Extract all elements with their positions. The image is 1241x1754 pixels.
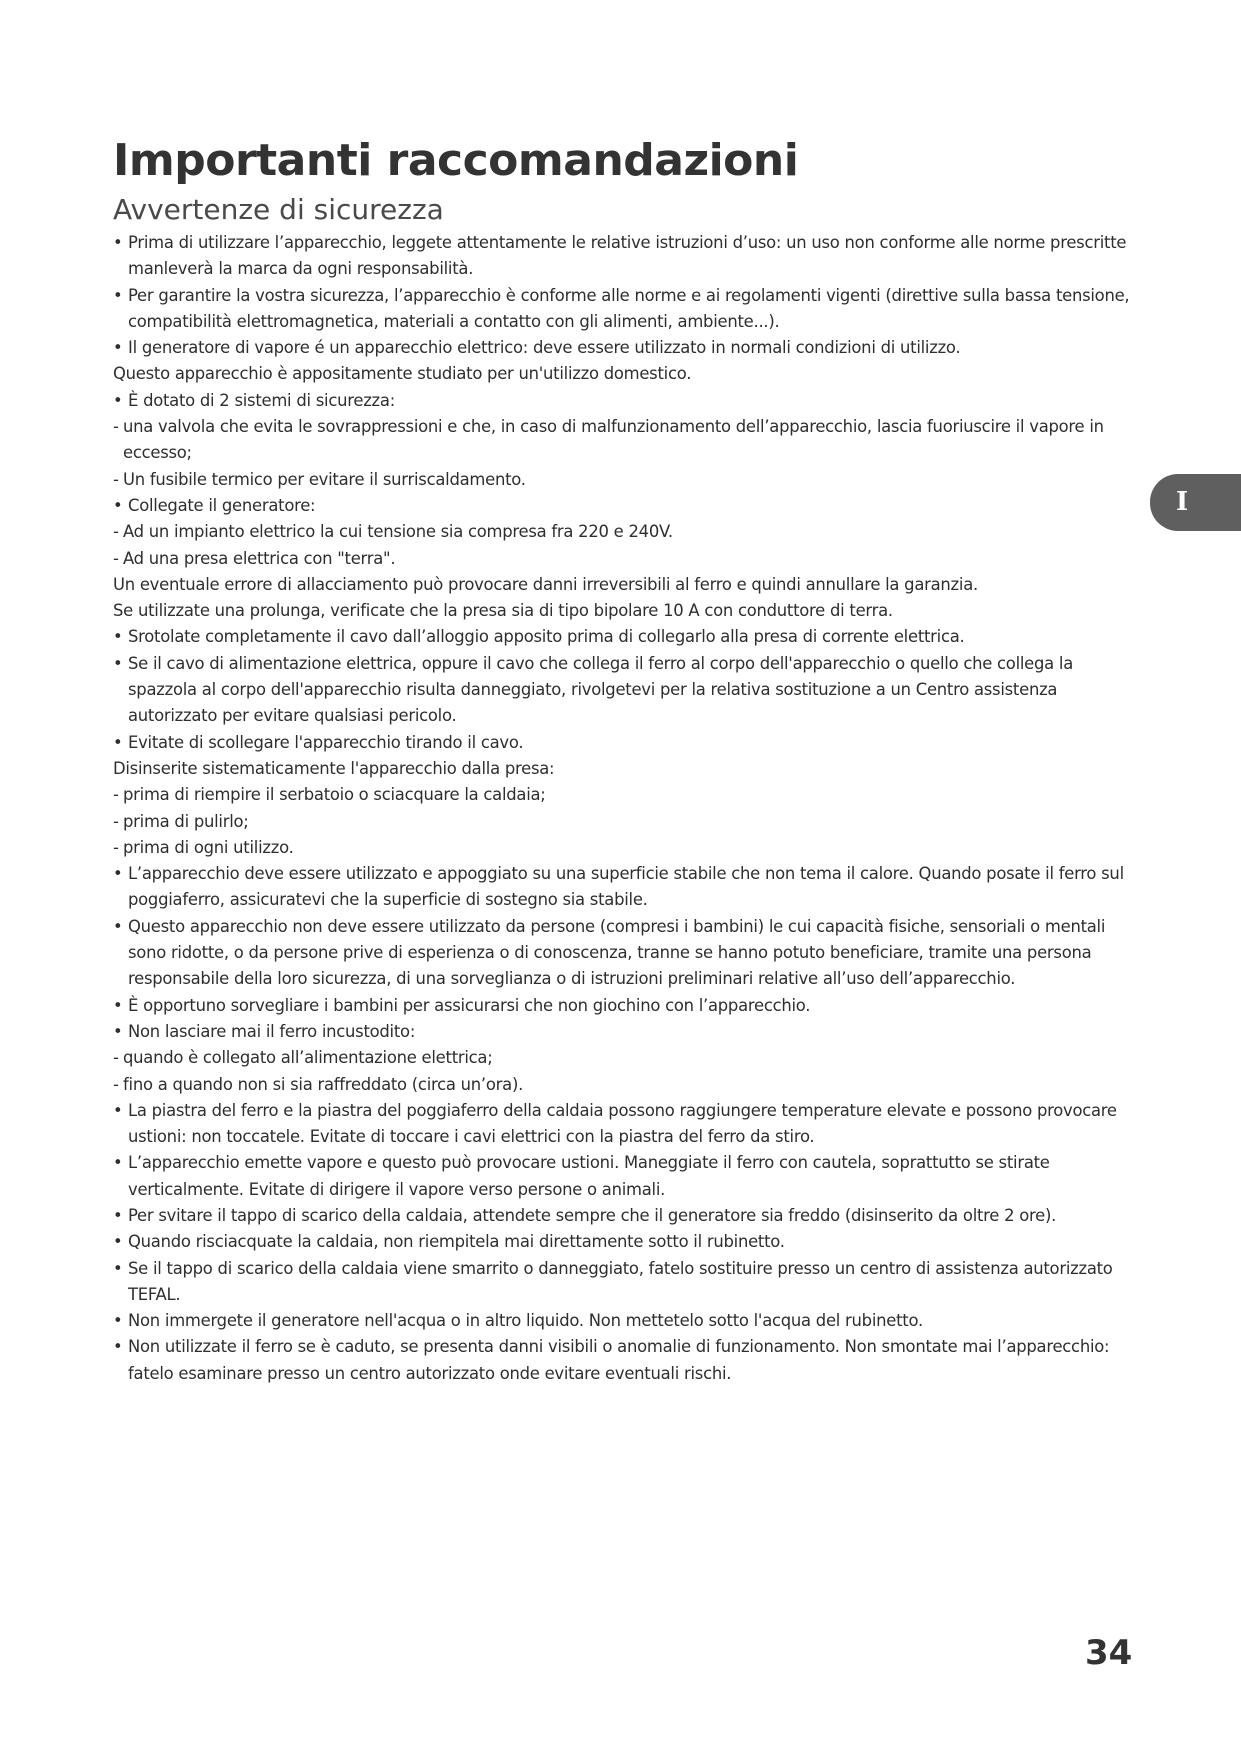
warning-line: - una valvola che evita le sovrappressioni e che, in caso di malfunzionamento dell’apparecchio, lascia fuoriuscire il vapore in eccesso; bbox=[113, 414, 1143, 467]
warning-line: • Prima di utilizzare l’apparecchio, leggete attentamente le relative istruzioni d’uso: un uso non conforme alle norme prescritte manleverà la marca da ogni responsabilità. bbox=[113, 230, 1143, 283]
warning-line: • È opportuno sorvegliare i bambini per assicurarsi che non giochino con l’apparecchio. bbox=[113, 993, 1143, 1019]
warning-line: - prima di ogni utilizzo. bbox=[113, 835, 1143, 861]
warning-line: • La piastra del ferro e la piastra del poggiaferro della caldaia possono raggiungere temperature elevate e possono provocare ustioni: non toccatele. Evitate di toccare i cavi elettrici con la piastra del ferro da stiro. bbox=[113, 1098, 1143, 1151]
warning-line: - Ad una presa elettrica con "terra". bbox=[113, 546, 1143, 572]
warning-line: • Non immergete il generatore nell'acqua o in altro liquido. Non mettetelo sotto l'acqua del rubinetto. bbox=[113, 1308, 1143, 1334]
warning-line: • Collegate il generatore: bbox=[113, 493, 1143, 519]
warning-line: - quando è collegato all’alimentazione elettrica; bbox=[113, 1045, 1143, 1071]
warning-line: • Quando risciacquate la caldaia, non riempitela mai direttamente sotto il rubinetto. bbox=[113, 1229, 1143, 1255]
page-title: Importanti raccomandazioni bbox=[113, 135, 799, 186]
safety-warnings-list bbox=[113, 230, 1143, 1387]
warning-line: Questo apparecchio è appositamente studiato per un'utilizzo domestico. bbox=[113, 364, 692, 384]
warning-line: • Se il tappo di scarico della caldaia viene smarrito o danneggiato, fatelo sostituire presso un centro di assistenza autorizzato TEFAL. bbox=[113, 1256, 1143, 1309]
warning-line: • Non utilizzate il ferro se è caduto, se presenta danni visibili o anomalie di funzionamento. Non smontate mai l’apparecchio: fatelo esaminare presso un centro autorizzato onde evitare eventuali rischi. bbox=[113, 1334, 1143, 1387]
warning-line: • Per garantire la vostra sicurezza, l’apparecchio è conforme alle norme e ai regolamenti vigenti (direttive sulla bassa tensione, compatibilità elettromagnetica, materiali a contatto con gli alimenti, ambiente...). bbox=[113, 283, 1143, 336]
warning-line: - prima di riempire il serbatoio o sciacquare la caldaia; bbox=[113, 782, 1143, 808]
page-number: 34 bbox=[1085, 1633, 1133, 1673]
warning-line: • Per svitare il tappo di scarico della caldaia, attendete sempre che il generatore sia freddo (disinserito da oltre 2 ore). bbox=[113, 1203, 1143, 1229]
warning-line: • L’apparecchio emette vapore e questo può provocare ustioni. Maneggiate il ferro con cautela, soprattutto se stirate verticalmente. Evitate di dirigere il vapore verso persone o animali. bbox=[113, 1150, 1143, 1203]
warning-line: Se utilizzate una prolunga, verificate che la presa sia di tipo bipolare 10 A con conduttore di terra. bbox=[113, 601, 893, 621]
warning-line: Disinserite sistematicamente l'apparecchio dalla presa: bbox=[113, 758, 555, 778]
warning-line: - Un fusibile termico per evitare il surriscaldamento. bbox=[113, 467, 1143, 493]
language-tab: I bbox=[1150, 474, 1241, 531]
warning-line: - prima di pulirlo; bbox=[113, 809, 1143, 835]
warning-line: • È dotato di 2 sistemi di sicurezza: bbox=[113, 388, 1143, 414]
warning-line: • Evitate di scollegare l'apparecchio tirando il cavo. bbox=[113, 730, 1143, 756]
warning-line: • Se il cavo di alimentazione elettrica, oppure il cavo che collega il ferro al corpo dell'apparecchio o quello che collega la spazzola al corpo dell'apparecchio risulta danneggiato, rivolgetevi per la relativa sostituzione a un Centro assistenza autorizzato per evitare qualsiasi pericolo. bbox=[113, 651, 1143, 730]
warning-line: • L’apparecchio deve essere utilizzato e appoggiato su una superficie stabile che non tema il calore. Quando posate il ferro sul poggiaferro, assicuratevi che la superficie di sostegno sia stabile. bbox=[113, 861, 1143, 914]
warning-line: • Il generatore di vapore é un apparecchio elettrico: deve essere utilizzato in normali condizioni di utilizzo. bbox=[113, 335, 1143, 361]
warning-line: - fino a quando non si sia raffreddato (circa un’ora). bbox=[113, 1072, 1143, 1098]
warning-line: • Non lasciare mai il ferro incustodito: bbox=[113, 1019, 1143, 1045]
warning-line: • Srotolate completamente il cavo dall’alloggio apposito prima di collegarlo alla presa di corrente elettrica. bbox=[113, 624, 1143, 650]
warning-line: - Ad un impianto elettrico la cui tensione sia compresa fra 220 e 240V. bbox=[113, 519, 1143, 545]
warning-line: Un eventuale errore di allacciamento può provocare danni irreversibili al ferro e quindi annullare la garanzia. bbox=[113, 574, 978, 594]
warning-line: • Questo apparecchio non deve essere utilizzato da persone (compresi i bambini) le cui capacità fisiche, sensoriali o mentali sono ridotte, o da persone prive di esperienza o di conoscenza, tranne se hanno potuto beneficiare, tramite una persona responsabile della loro sicurezza, di una sorveglianza o di istruzioni preliminari relative all’uso dell’apparecchio. bbox=[113, 914, 1143, 993]
section-title: Avvertenze di sicurezza bbox=[113, 193, 444, 226]
